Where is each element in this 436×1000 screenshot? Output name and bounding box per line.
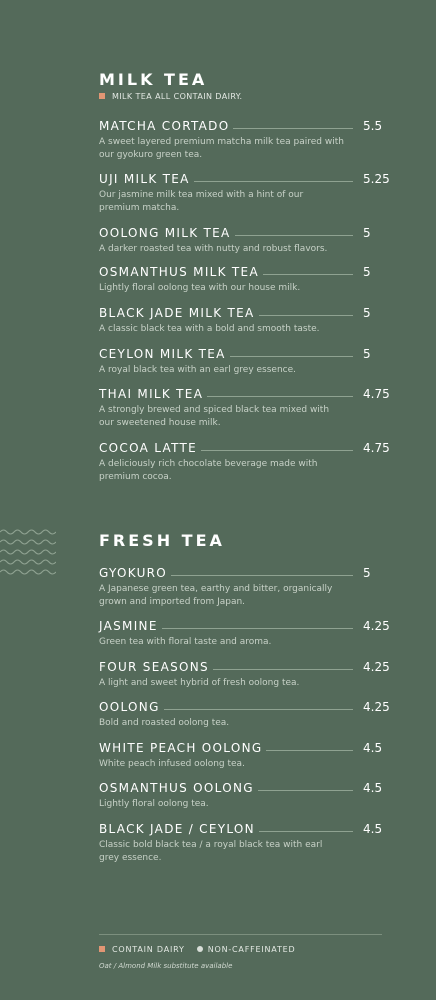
menu-item-name: BLACK JADE / CEYLON xyxy=(99,822,259,836)
milk-tea-dairy-note xyxy=(99,92,242,101)
legend-non-caffeinated: NON-CAFFEINATED xyxy=(207,945,296,954)
menu-item-price: 4.25 xyxy=(363,619,390,633)
menu-item xyxy=(99,700,391,730)
menu-item-description: Green tea with floral taste and aroma. xyxy=(99,637,272,647)
menu-item-description: A darker roasted tea with nutty and robust flavors. xyxy=(99,244,328,254)
menu-item-name: JASMINE xyxy=(99,619,162,633)
menu-item xyxy=(99,265,391,295)
menu-item-header xyxy=(99,566,391,582)
menu-item xyxy=(99,172,391,214)
menu-item xyxy=(99,441,391,483)
non-caffeinated-dot-icon xyxy=(197,946,203,952)
menu-item xyxy=(99,226,391,256)
menu-item-name: BLACK JADE MILK TEA xyxy=(99,306,259,320)
menu-item-header xyxy=(99,387,391,403)
menu-item-header xyxy=(99,441,391,457)
menu-item xyxy=(99,566,391,608)
menu-item-price: 4.5 xyxy=(363,822,383,836)
menu-item-name: WHITE PEACH OOLONG xyxy=(99,741,266,755)
menu-item xyxy=(99,781,391,811)
menu-item-description: White peach infused oolong tea. xyxy=(99,759,245,769)
menu-item xyxy=(99,822,391,864)
menu-item xyxy=(99,741,391,771)
menu-item xyxy=(99,347,391,377)
menu-item-name: COCOA LATTE xyxy=(99,441,201,455)
menu-item-header xyxy=(99,226,391,242)
fresh-tea-title: FRESH TEA xyxy=(99,531,225,550)
menu-item-price: 5 xyxy=(363,226,371,240)
menu-item-name: MATCHA CORTADO xyxy=(99,119,233,133)
dairy-square-icon xyxy=(99,946,105,952)
menu-item-price: 5.25 xyxy=(363,172,390,186)
menu-item xyxy=(99,387,391,429)
menu-item-header xyxy=(99,265,391,281)
menu-item-name: FOUR SEASONS xyxy=(99,660,213,674)
menu-item-description: Lightly floral oolong tea with our house milk. xyxy=(99,283,301,293)
menu-item-description: A light and sweet hybrid of fresh oolong tea. xyxy=(99,678,300,688)
menu-item xyxy=(99,619,391,649)
menu-item-price: 4.25 xyxy=(363,660,390,674)
menu-item-header xyxy=(99,822,391,838)
menu-item-description: Our jasmine milk tea mixed with a hint of our premium matcha. xyxy=(99,190,304,213)
menu-item-price: 5 xyxy=(363,265,371,279)
menu-item-description: Bold and roasted oolong tea. xyxy=(99,718,230,728)
menu-item-price: 4.75 xyxy=(363,387,390,401)
menu-item-description: Lightly floral oolong tea. xyxy=(99,799,209,809)
menu-item-name: OOLONG xyxy=(99,700,164,714)
legend xyxy=(99,945,295,954)
menu-item xyxy=(99,660,391,690)
menu-item-price: 5 xyxy=(363,306,371,320)
menu-item-price: 4.75 xyxy=(363,441,390,455)
menu-item-header xyxy=(99,172,391,188)
menu-item-header xyxy=(99,741,391,757)
menu-item-header xyxy=(99,119,391,135)
milk-tea-note-text: MILK TEA ALL CONTAIN DAIRY. xyxy=(112,92,243,101)
menu-item-name: OSMANTHUS MILK TEA xyxy=(99,265,263,279)
menu-item xyxy=(99,119,391,161)
menu-item-price: 4.25 xyxy=(363,700,390,714)
footer-divider xyxy=(99,934,382,935)
menu-item-name: GYOKURO xyxy=(99,566,171,580)
menu-item-name: CEYLON MILK TEA xyxy=(99,347,230,361)
menu-item-price: 5.5 xyxy=(363,119,383,133)
menu-item-header xyxy=(99,700,391,716)
menu-item-name: OSMANTHUS OOLONG xyxy=(99,781,258,795)
legend-dairy: CONTAIN DAIRY xyxy=(112,945,185,954)
menu-item-header xyxy=(99,347,391,363)
menu-item-description: A deliciously rich chocolate beverage made with premium cocoa. xyxy=(99,459,318,482)
menu-item xyxy=(99,306,391,336)
menu-item-price: 5 xyxy=(363,566,371,580)
menu-item-header xyxy=(99,781,391,797)
menu-item-description: A Japanese green tea, earthy and bitter, organically grown and imported from Japan. xyxy=(99,584,333,607)
menu-item-price: 4.5 xyxy=(363,741,383,755)
menu-item-name: OOLONG MILK TEA xyxy=(99,226,235,240)
menu-item-description: A classic black tea with a bold and smooth taste. xyxy=(99,324,320,334)
menu-item-description: A royal black tea with an earl grey essence. xyxy=(99,365,297,375)
menu-item-price: 5 xyxy=(363,347,371,361)
menu-item-name: THAI MILK TEA xyxy=(99,387,207,401)
menu-item-header xyxy=(99,306,391,322)
menu-item-description: A sweet layered premium matcha milk tea paired with our gyokuro green tea. xyxy=(99,137,344,160)
menu-item-price: 4.5 xyxy=(363,781,383,795)
milk-tea-title: MILK TEA xyxy=(99,70,208,89)
menu-item-header xyxy=(99,660,391,676)
menu-item-description: A strongly brewed and spiced black tea mixed with our sweetened house milk. xyxy=(99,405,330,428)
wave-decoration-icon xyxy=(0,528,56,580)
substitute-note: Oat / Almond Milk substitute available xyxy=(99,962,233,970)
menu-item-header xyxy=(99,619,391,635)
menu-item-name: UJI MILK TEA xyxy=(99,172,194,186)
dairy-square-icon xyxy=(99,93,105,99)
menu-item-description: Classic bold black tea / a royal black tea with earl grey essence. xyxy=(99,840,323,863)
